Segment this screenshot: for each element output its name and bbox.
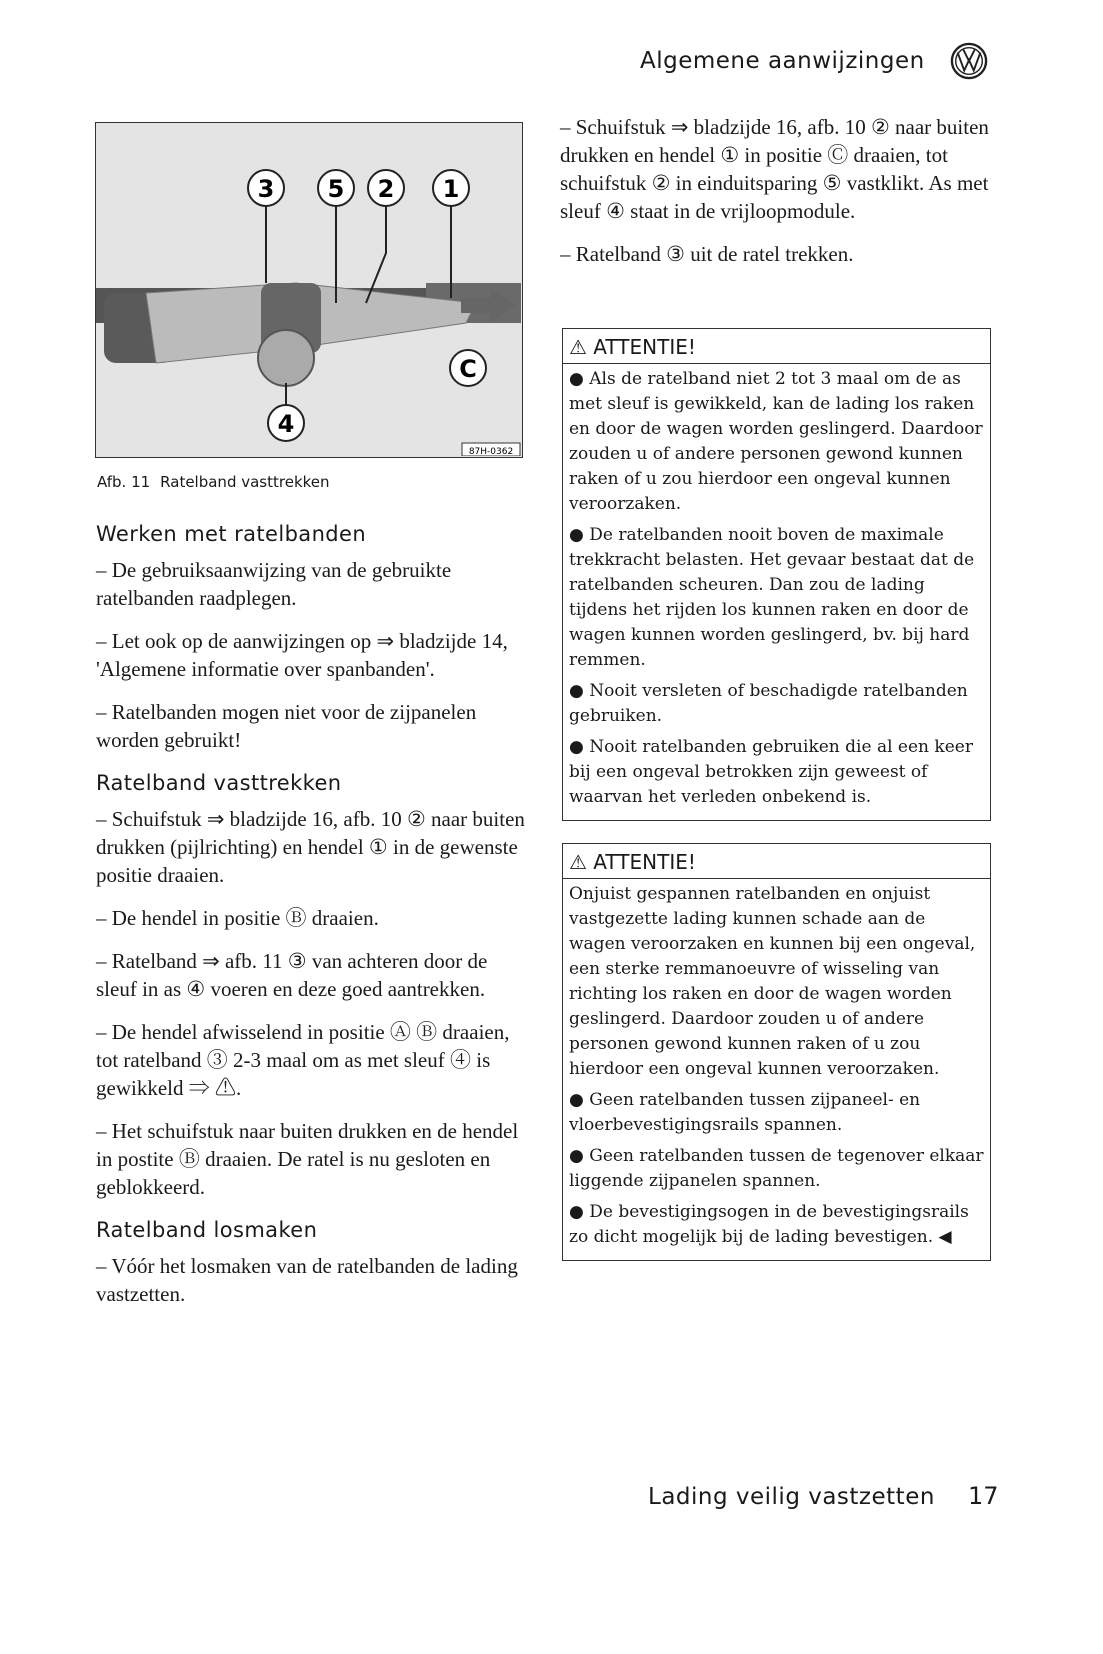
callout-3: [248, 170, 284, 206]
ratchet-figure: [95, 122, 523, 458]
step: – De hendel in positie Ⓑ draaien.: [96, 906, 379, 930]
warning-item: ● Geen ratelbanden tussen zijpaneel- en vloerbevestigingsrails spannen.: [569, 1090, 921, 1135]
vw-logo-icon: [950, 42, 988, 80]
svg-text:C: C: [459, 355, 477, 383]
step: – De gebruiksaanwijzing van de gebruikte ratelbanden raadplegen.: [96, 558, 452, 610]
right-column: [560, 113, 990, 283]
step: – Schuifstuk ⇒ bladzijde 16, afb. 10 ② naar buiten drukken (pijlrichting) en hendel ① in de gewenste positie draaien.: [96, 807, 525, 887]
section-title: Ratelband vasttrekken: [96, 771, 342, 795]
svg-text:1: 1: [442, 175, 460, 203]
warning-item: ● De bevestigingsogen in de bevestigingsrails zo dicht mogelijk bij de lading bevestigen. ◀: [569, 1202, 969, 1247]
figure-code: 87H-0362: [468, 447, 514, 456]
step: – De hendel afwisselend in positie Ⓐ Ⓑ draaien, tot ratelband ③ 2-3 maal om as met sleuf ④ is gewikkeld ⇒ ⚠.: [96, 1020, 510, 1100]
svg-text:2: 2: [377, 175, 395, 203]
warning-item: ● De ratelbanden nooit boven de maximale trekkracht belasten. Het gevaar bestaat dat de ratelbanden scheuren. Dan zou de lading tijdens het rijden los kunnen raken en door de wagen kunnen worden geslingerd, bv. bij hard remmen.: [569, 525, 975, 670]
page-number: 17: [968, 1482, 999, 1510]
warning-item: ● Nooit ratelbanden gebruiken die al een keer bij een ongeval betrokken zijn geweest of waarvan het verleden onbekend is.: [569, 737, 973, 807]
step: – Het schuifstuk naar buiten drukken en de hendel in postite Ⓑ draaien. De ratel is nu gesloten en geblokkeerd.: [96, 1119, 519, 1199]
callout-4: [268, 405, 304, 441]
warning-item: ● Nooit versleten of beschadigde ratelbanden gebruiken.: [569, 681, 968, 726]
step: – Ratelband ③ uit de ratel trekken.: [560, 242, 854, 266]
footer-title: Lading veilig vastzetten: [648, 1484, 935, 1510]
figure-caption: Afb. 11 Ratelband vasttrekken: [97, 473, 330, 491]
svg-text:5: 5: [327, 175, 345, 203]
svg-text:3: 3: [257, 175, 275, 203]
page-header-title: Algemene aanwijzingen: [640, 48, 925, 74]
step: – Let ook op de aanwijzingen op ⇒ bladzijde 14, 'Algemene informatie over spanbanden'.: [96, 629, 508, 681]
step: – Ratelbanden mogen niet voor de zijpanelen worden gebruikt!: [96, 700, 477, 752]
warning-triangle-icon: ⚠: [569, 850, 587, 874]
warning-intro: Onjuist gespannen ratelbanden en onjuist vastgezette lading kunnen schade aan de wagen veroorzaken en kunnen bij een ongeval, een sterke remmanoeuvre of wisseling van richting los raken en door de wagen worden geslingerd. Daardoor zouden u of andere personen gewond kunnen raken of u zou hierdoor een ongeval kunnen veroorzaken.: [569, 884, 976, 1079]
callout-2: [368, 170, 404, 206]
step: – Vóór het losmaken van de ratelbanden de lading vastzetten.: [96, 1254, 518, 1306]
warning-box-1: ⚠ ATTENTIE! ● Als de ratelband niet 2 tot 3 maal om de as met sleuf is gewikkeld, kan de lading los raken en door de wagen worden geslingerd. Daardoor zouden u of andere personen gewond kunnen raken of u zou hierdoor een ongeval kunnen veroorzaken. ● De ratelbanden nooit boven de maximale trekkracht belasten. Het gevaar bestaat dat de ratelbanden scheuren. Dan zou de lading tijdens het rijden los kunnen raken en door de wagen kunnen worden geslingerd, bv. bij hard remmen. ● Nooit versleten of beschadigde ratelbanden gebruiken. ● Nooit ratelbanden gebruiken die al een keer bij een ongeval betrokken zijn geweest of waarvan het verleden onbekend is.: [562, 328, 991, 821]
warning-item: ● Als de ratelband niet 2 tot 3 maal om de as met sleuf is gewikkeld, kan de lading los raken en door de wagen worden geslingerd. Daardoor zouden u of andere personen gewond kunnen raken of u zou hierdoor een ongeval kunnen veroorzaken.: [569, 369, 983, 514]
warning-box-2: ⚠ ATTENTIE! Onjuist gespannen ratelbanden en onjuist vastgezette lading kunnen schade aan de wagen veroorzaken en kunnen bij een ongeval, een sterke remmanoeuvre of wisseling van richting los raken en door de wagen worden geslingerd. Daardoor zouden u of andere personen gewond kunnen raken of u zou hierdoor een ongeval kunnen veroorzaken. ● Geen ratelbanden tussen zijpaneel- en vloerbevestigingsrails spannen. ● Geen ratelbanden tussen de tegenover elkaar liggende zijpanelen spannen. ● De bevestigingsogen in de bevestigingsrails zo dicht mogelijk bij de lading bevestigen. ◀: [562, 843, 991, 1261]
callout-c: [450, 350, 486, 386]
section-title: Ratelband losmaken: [96, 1218, 318, 1242]
callout-5: [318, 170, 354, 206]
step: – Ratelband ⇒ afb. 11 ③ van achteren door de sleuf in as ④ voeren en deze goed aantrekken.: [96, 949, 488, 1001]
warning-triangle-icon: ⚠: [569, 335, 587, 359]
warning-item: ● Geen ratelbanden tussen de tegenover elkaar liggende zijpanelen spannen.: [569, 1146, 984, 1191]
step: – Schuifstuk ⇒ bladzijde 16, afb. 10 ② naar buiten drukken en hendel ① in positie Ⓒ draaien, tot schuifstuk ② in einduitsparing ⑤ vastklikt. As met sleuf ④ staat in de vrijloopmodule.: [560, 115, 989, 223]
left-column: [96, 520, 526, 1323]
section-title: Werken met ratelbanden: [96, 522, 367, 546]
svg-text:4: 4: [277, 410, 295, 438]
callout-1: [433, 170, 469, 206]
